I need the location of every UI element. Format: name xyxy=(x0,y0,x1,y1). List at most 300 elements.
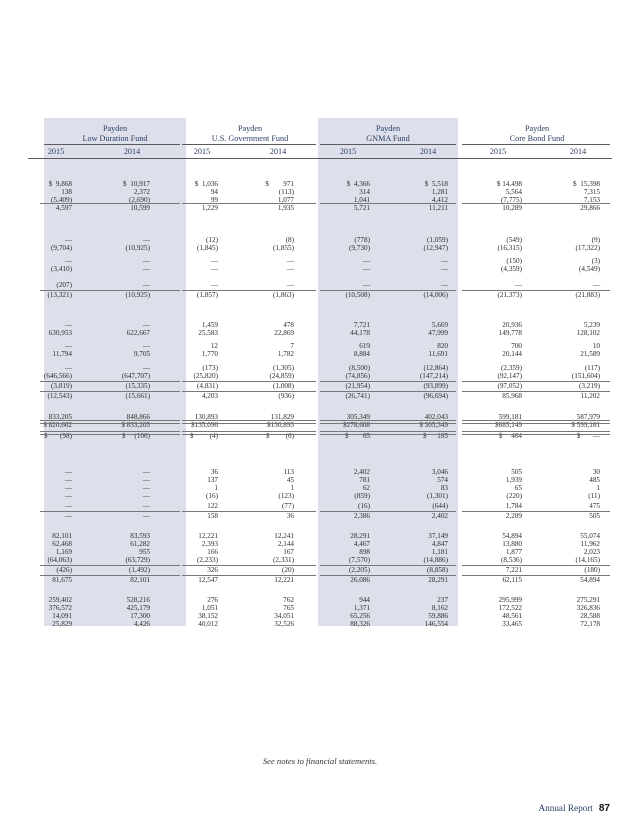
table-cell: 54,894 xyxy=(580,576,600,584)
table-cell: — xyxy=(64,476,72,484)
table-cell: 28,588 xyxy=(580,612,600,620)
table-cell: (15,661) xyxy=(125,392,150,400)
table-cell: — xyxy=(64,512,72,520)
table-cell: (13,321) xyxy=(47,291,72,299)
table-cell: (426) xyxy=(56,566,72,574)
header-rule xyxy=(462,144,610,145)
table-cell: (17,322) xyxy=(575,244,600,252)
table-cell: 1 xyxy=(596,484,600,492)
table-cell: — xyxy=(64,492,72,500)
table-cell: (3,819) xyxy=(51,382,72,390)
table-cell: (14,165) xyxy=(575,556,600,564)
table-cell: — xyxy=(210,265,218,273)
table-cell: 1,784 xyxy=(505,502,522,510)
subtotal-rule xyxy=(182,203,316,204)
total-rule xyxy=(40,420,180,424)
table-cell: — xyxy=(210,257,218,265)
table-cell: (3,410) xyxy=(51,265,72,273)
page-footer xyxy=(539,803,610,814)
table-cell: (8,536) xyxy=(501,556,522,564)
table-cell: (64,063) xyxy=(47,556,72,564)
table-cell: (147,214) xyxy=(419,372,448,380)
table-cell: 4,412 xyxy=(431,196,448,204)
table-cell: (3) xyxy=(591,257,600,265)
table-cell: 1,077 xyxy=(277,196,294,204)
table-cell: (220) xyxy=(506,492,522,500)
table-cell: $ 971 xyxy=(265,180,294,188)
fund-header-gnma xyxy=(318,124,458,144)
table-cell: (10,925) xyxy=(125,291,150,299)
table-cell: (16) xyxy=(206,492,218,500)
table-cell: 36 xyxy=(210,468,218,476)
table-cell: 17,300 xyxy=(130,612,150,620)
table-cell: $ (106) xyxy=(121,432,150,440)
table-cell: 1,935 xyxy=(277,204,294,212)
table-cell: $ 305,349 xyxy=(419,421,448,429)
table-cell: 30 xyxy=(592,468,600,476)
subtotal-rule xyxy=(182,511,316,512)
subtotal-rule xyxy=(462,391,610,392)
subtotal-rule xyxy=(40,575,180,576)
table-cell: 898 xyxy=(359,548,370,556)
table-cell: 28,291 xyxy=(350,532,370,540)
table-cell: (4,549) xyxy=(579,265,600,273)
table-cell: — xyxy=(142,502,150,510)
table-cell: — xyxy=(142,492,150,500)
subtotal-rule xyxy=(462,381,610,382)
table-cell: 88,326 xyxy=(350,620,370,628)
table-cell: (117) xyxy=(584,364,600,372)
table-cell: (207) xyxy=(56,281,72,289)
table-cell: 11,211 xyxy=(428,204,448,212)
total-rule xyxy=(462,420,610,424)
table-cell: (2,331) xyxy=(273,556,294,564)
subtotal-rule xyxy=(40,290,180,291)
year-label: 2015 xyxy=(193,147,211,156)
table-cell: — xyxy=(286,281,294,289)
table-cell: 99 xyxy=(210,196,218,204)
table-cell: (1,301) xyxy=(427,492,448,500)
table-cell: 5,564 xyxy=(505,188,522,196)
table-cell: 478 xyxy=(283,321,294,329)
subtotal-rule xyxy=(320,381,456,382)
table-cell: 37,149 xyxy=(428,532,448,540)
year-label: 2014 xyxy=(123,147,141,156)
table-cell: (7,775) xyxy=(501,196,522,204)
year-label: 2014 xyxy=(419,147,437,156)
table-cell: 326 xyxy=(207,566,218,574)
table-cell: 45 xyxy=(286,476,294,484)
table-cell: 47,999 xyxy=(428,329,448,337)
table-cell: 72,178 xyxy=(580,620,600,628)
table-cell: 29,866 xyxy=(580,204,600,212)
table-cell: — xyxy=(362,281,370,289)
table-cell: $ (98) xyxy=(43,432,72,440)
table-cell: 11,794 xyxy=(52,350,72,358)
table-cell: 3,046 xyxy=(431,468,448,476)
table-cell: 630,953 xyxy=(48,329,72,337)
table-cell: (1,008) xyxy=(273,382,294,390)
table-cell: — xyxy=(514,281,522,289)
table-cell: 14,091 xyxy=(52,612,72,620)
table-cell: 4,426 xyxy=(133,620,150,628)
table-cell: 425,179 xyxy=(126,604,150,612)
table-cell: 131,829 xyxy=(270,413,294,421)
fund-header-us-government xyxy=(180,124,320,144)
table-cell: 12,221 xyxy=(274,576,294,584)
table-cell: 587,979 xyxy=(576,413,600,421)
subtotal-rule xyxy=(462,511,610,512)
table-cell: — xyxy=(210,281,218,289)
table-cell: 34,051 xyxy=(274,612,294,620)
table-cell: $ 185 xyxy=(422,432,448,440)
table-cell: 5,721 xyxy=(353,204,370,212)
table-cell: 82,101 xyxy=(52,532,72,540)
table-cell: (8,500) xyxy=(349,364,370,372)
table-cell: (21,373) xyxy=(497,291,522,299)
subtotal-rule xyxy=(182,575,316,576)
footnote: See notes to financial statements. xyxy=(262,756,378,766)
table-cell: 146,554 xyxy=(424,620,448,628)
table-cell: (14,886) xyxy=(423,556,448,564)
table-cell: (63,729) xyxy=(125,556,150,564)
table-cell: — xyxy=(142,342,150,350)
table-cell: (646,566) xyxy=(43,372,72,380)
table-cell: 2,023 xyxy=(583,548,600,556)
table-cell: — xyxy=(440,281,448,289)
table-cell: (9,704) xyxy=(51,244,72,252)
table-cell: 622,667 xyxy=(126,329,150,337)
subtotal-rule xyxy=(320,391,456,392)
table-cell: 81,675 xyxy=(52,576,72,584)
table-cell: — xyxy=(64,484,72,492)
subtotal-rule xyxy=(462,290,610,291)
table-cell: 7,721 xyxy=(353,321,370,329)
table-cell: 11,202 xyxy=(580,392,600,400)
table-cell: — xyxy=(142,265,150,273)
table-cell: 36 xyxy=(286,512,294,520)
table-cell: (9) xyxy=(591,236,600,244)
table-cell: 113 xyxy=(283,468,294,476)
table-cell: 305,349 xyxy=(346,413,370,421)
table-cell: 955 xyxy=(139,548,150,556)
table-cell: — xyxy=(142,476,150,484)
table-cell: $ (6) xyxy=(265,432,294,440)
table-cell: — xyxy=(64,364,72,372)
year-label: 2014 xyxy=(269,147,287,156)
table-cell: 40,012 xyxy=(198,620,218,628)
table-cell: 158 xyxy=(207,512,218,520)
subtotal-rule xyxy=(320,575,456,576)
table-cell: $ 833,205 xyxy=(121,421,150,429)
table-cell: 13,880 xyxy=(502,540,522,548)
table-cell: 167 xyxy=(283,548,294,556)
table-cell: $ 14,498 xyxy=(496,180,522,188)
table-cell: (92,147) xyxy=(497,372,522,380)
table-cell: 2,372 xyxy=(133,188,150,196)
subtotal-rule xyxy=(40,511,180,512)
subtotal-rule xyxy=(320,565,456,566)
table-cell: (10,925) xyxy=(125,244,150,252)
table-cell: 295,999 xyxy=(498,596,522,604)
table-cell: (778) xyxy=(354,236,370,244)
table-cell: (16) xyxy=(358,502,370,510)
table-cell: (15,335) xyxy=(125,382,150,390)
table-cell: 9,705 xyxy=(133,350,150,358)
table-cell: 1,051 xyxy=(201,604,218,612)
table-cell: 1,782 xyxy=(277,350,294,358)
table-cell: (936) xyxy=(278,392,294,400)
header-rule xyxy=(44,144,180,145)
table-cell: 38,152 xyxy=(198,612,218,620)
table-cell: (113) xyxy=(278,188,294,196)
table-cell: — xyxy=(64,342,72,350)
table-cell: 82,101 xyxy=(130,576,150,584)
table-cell: 1,770 xyxy=(201,350,218,358)
table-cell: 1,229 xyxy=(201,204,218,212)
subtotal-rule xyxy=(462,565,610,566)
table-cell: 55,074 xyxy=(580,532,600,540)
table-cell: 28,291 xyxy=(428,576,448,584)
table-cell: (1,855) xyxy=(273,244,294,252)
table-cell: 275,291 xyxy=(576,596,600,604)
table-cell: $ 4,366 xyxy=(346,180,370,188)
table-cell: 25,583 xyxy=(198,329,218,337)
table-cell: (151,604) xyxy=(571,372,600,380)
table-cell: (180) xyxy=(584,566,600,574)
fund-header-low-duration xyxy=(44,124,186,144)
total-rule xyxy=(320,431,456,435)
table-cell: 2,393 xyxy=(201,540,218,548)
table-cell: (21,883) xyxy=(575,291,600,299)
subtotal-rule xyxy=(320,203,456,204)
table-cell: 8,884 xyxy=(353,350,370,358)
table-cell: (16,315) xyxy=(497,244,522,252)
table-cell: (173) xyxy=(202,364,218,372)
table-cell: $685,149 xyxy=(495,421,522,429)
fund-header-line1: Payden xyxy=(102,124,128,133)
subtotal-rule xyxy=(182,565,316,566)
table-cell: $ 65 xyxy=(344,432,370,440)
table-cell: 259,402 xyxy=(48,596,72,604)
table-cell: (150) xyxy=(506,257,522,265)
table-cell: 7,315 xyxy=(583,188,600,196)
table-cell: $ — xyxy=(576,432,600,440)
table-cell: — xyxy=(142,321,150,329)
table-cell: (7,570) xyxy=(349,556,370,564)
table-cell: (549) xyxy=(506,236,522,244)
table-cell: 122 xyxy=(207,502,218,510)
table-cell: 505 xyxy=(511,468,522,476)
table-cell: $ 15,398 xyxy=(573,180,600,188)
table-cell: 65,256 xyxy=(350,612,370,620)
table-cell: — xyxy=(440,265,448,273)
table-cell: 10 xyxy=(592,342,600,350)
table-cell: 599,181 xyxy=(498,413,522,421)
table-cell: — xyxy=(286,265,294,273)
table-cell: (3,219) xyxy=(579,382,600,390)
table-cell: 83,593 xyxy=(130,532,150,540)
table-cell: (12,543) xyxy=(47,392,72,400)
table-cell: (8) xyxy=(285,236,294,244)
table-cell: 128,102 xyxy=(576,329,600,337)
table-cell: $ 5,518 xyxy=(424,180,448,188)
table-cell: 237 xyxy=(437,596,448,604)
table-cell: 94 xyxy=(210,188,218,196)
table-cell: — xyxy=(64,502,72,510)
table-cell: 11,962 xyxy=(580,540,600,548)
table-cell: — xyxy=(440,257,448,265)
table-cell: (2,205) xyxy=(349,566,370,574)
table-cell: 44,178 xyxy=(350,329,370,337)
table-cell: (74,856) xyxy=(345,372,370,380)
table-cell: (12,947) xyxy=(423,244,448,252)
table-cell: (24,859) xyxy=(269,372,294,380)
table-cell: 528,216 xyxy=(126,596,150,604)
table-cell: (123) xyxy=(278,492,294,500)
table-cell: 833,205 xyxy=(48,413,72,421)
year-label: 2015 xyxy=(47,147,65,156)
table-cell: 21,589 xyxy=(580,350,600,358)
table-cell: (2,690) xyxy=(129,196,150,204)
total-rule xyxy=(182,431,316,435)
table-cell: 1,877 xyxy=(505,548,522,556)
table-cell: (644) xyxy=(432,502,448,510)
table-cell: 20,144 xyxy=(502,350,522,358)
table-cell: 85,968 xyxy=(502,392,522,400)
fund-header-line1: Payden xyxy=(237,124,263,133)
table-cell: 25,829 xyxy=(52,620,72,628)
table-cell: 137 xyxy=(207,476,218,484)
year-label: 2015 xyxy=(489,147,507,156)
table-cell: 12,547 xyxy=(198,576,218,584)
table-cell: 781 xyxy=(359,476,370,484)
footer-label: Annual Report xyxy=(538,803,593,813)
page-number: 87 xyxy=(598,803,610,814)
table-cell: — xyxy=(362,257,370,265)
table-cell: $ 820,662 xyxy=(43,421,72,429)
table-cell: 7,221 xyxy=(505,566,522,574)
table-cell: (14,006) xyxy=(423,291,448,299)
table-cell: 376,572 xyxy=(48,604,72,612)
table-cell: — xyxy=(142,512,150,520)
table-cell: (4,359) xyxy=(501,265,522,273)
year-rule xyxy=(28,158,612,159)
table-cell: (2,233) xyxy=(197,556,218,564)
table-cell: $135,096 xyxy=(191,421,218,429)
total-rule xyxy=(182,420,316,424)
table-cell: — xyxy=(142,484,150,492)
table-cell: 54,894 xyxy=(502,532,522,540)
table-cell: $ 9,868 xyxy=(48,180,72,188)
table-cell: (4,831) xyxy=(197,382,218,390)
table-cell: (859) xyxy=(354,492,370,500)
table-cell: 65 xyxy=(514,484,522,492)
table-cell: 2,289 xyxy=(505,512,522,520)
subtotal-rule xyxy=(40,565,180,566)
table-cell: 149,778 xyxy=(498,329,522,337)
table-cell: (77) xyxy=(282,502,294,510)
table-cell: — xyxy=(142,281,150,289)
fund-header-core-bond xyxy=(462,124,612,144)
fund-header-line2: Low Duration Fund xyxy=(82,134,148,143)
table-cell: 762 xyxy=(283,596,294,604)
table-cell: 130,893 xyxy=(194,413,218,421)
table-cell: 326,836 xyxy=(576,604,600,612)
table-cell: (1,845) xyxy=(197,244,218,252)
table-cell: 848,866 xyxy=(126,413,150,421)
fund-header-line2: Core Bond Fund xyxy=(509,134,565,143)
table-cell: 1,371 xyxy=(353,604,370,612)
table-cell: 5,239 xyxy=(583,321,600,329)
table-cell: 7,153 xyxy=(583,196,600,204)
table-cell: (1,863) xyxy=(273,291,294,299)
table-cell: 20,936 xyxy=(502,321,522,329)
table-cell: 11,691 xyxy=(428,350,448,358)
table-cell: (2,359) xyxy=(501,364,522,372)
table-cell: $ 599,181 xyxy=(571,421,600,429)
table-cell: (93,899) xyxy=(423,382,448,390)
table-cell: (1,305) xyxy=(273,364,294,372)
table-cell: 475 xyxy=(589,502,600,510)
table-cell: 1,169 xyxy=(55,548,72,556)
table-cell: — xyxy=(64,257,72,265)
table-cell: — xyxy=(142,236,150,244)
subtotal-rule xyxy=(320,290,456,291)
table-cell: 172,522 xyxy=(498,604,522,612)
table-cell: $130,893 xyxy=(267,421,294,429)
table-cell: 1,939 xyxy=(505,476,522,484)
table-cell: 62,468 xyxy=(52,540,72,548)
table-cell: 4,597 xyxy=(55,204,72,212)
table-cell: — xyxy=(64,468,72,476)
table-cell: 944 xyxy=(359,596,370,604)
table-cell: 4,467 xyxy=(353,540,370,548)
table-cell: 26,086 xyxy=(350,576,370,584)
table-cell: — xyxy=(286,257,294,265)
table-cell: 83 xyxy=(440,484,448,492)
table-cell: 59,886 xyxy=(428,612,448,620)
table-cell: $ 10,917 xyxy=(123,180,150,188)
table-cell: (8,858) xyxy=(427,566,448,574)
table-cell: — xyxy=(64,321,72,329)
table-cell: (9,730) xyxy=(349,244,370,252)
table-cell: 1 xyxy=(290,484,294,492)
table-cell: 166 xyxy=(207,548,218,556)
table-cell: $ (4) xyxy=(189,432,218,440)
table-cell: (97,052) xyxy=(497,382,522,390)
table-cell: 62 xyxy=(362,484,370,492)
header-rule xyxy=(320,144,456,145)
table-cell: 61,282 xyxy=(130,540,150,548)
fund-header-line2: U.S. Government Fund xyxy=(211,134,289,143)
table-cell: 32,526 xyxy=(274,620,294,628)
table-cell: 4,203 xyxy=(201,392,218,400)
table-cell: 48,561 xyxy=(502,612,522,620)
subtotal-rule xyxy=(462,575,610,576)
table-cell: (11) xyxy=(588,492,600,500)
total-rule xyxy=(40,431,180,435)
table-cell: — xyxy=(142,257,150,265)
table-cell: (25,820) xyxy=(193,372,218,380)
year-label: 2014 xyxy=(569,147,587,156)
table-cell: 1,281 xyxy=(431,188,448,196)
table-cell: 12,221 xyxy=(198,532,218,540)
table-cell: 314 xyxy=(359,188,370,196)
table-cell: 2,402 xyxy=(431,512,448,520)
table-cell: (647,707) xyxy=(121,372,150,380)
table-cell: (1,492) xyxy=(129,566,150,574)
